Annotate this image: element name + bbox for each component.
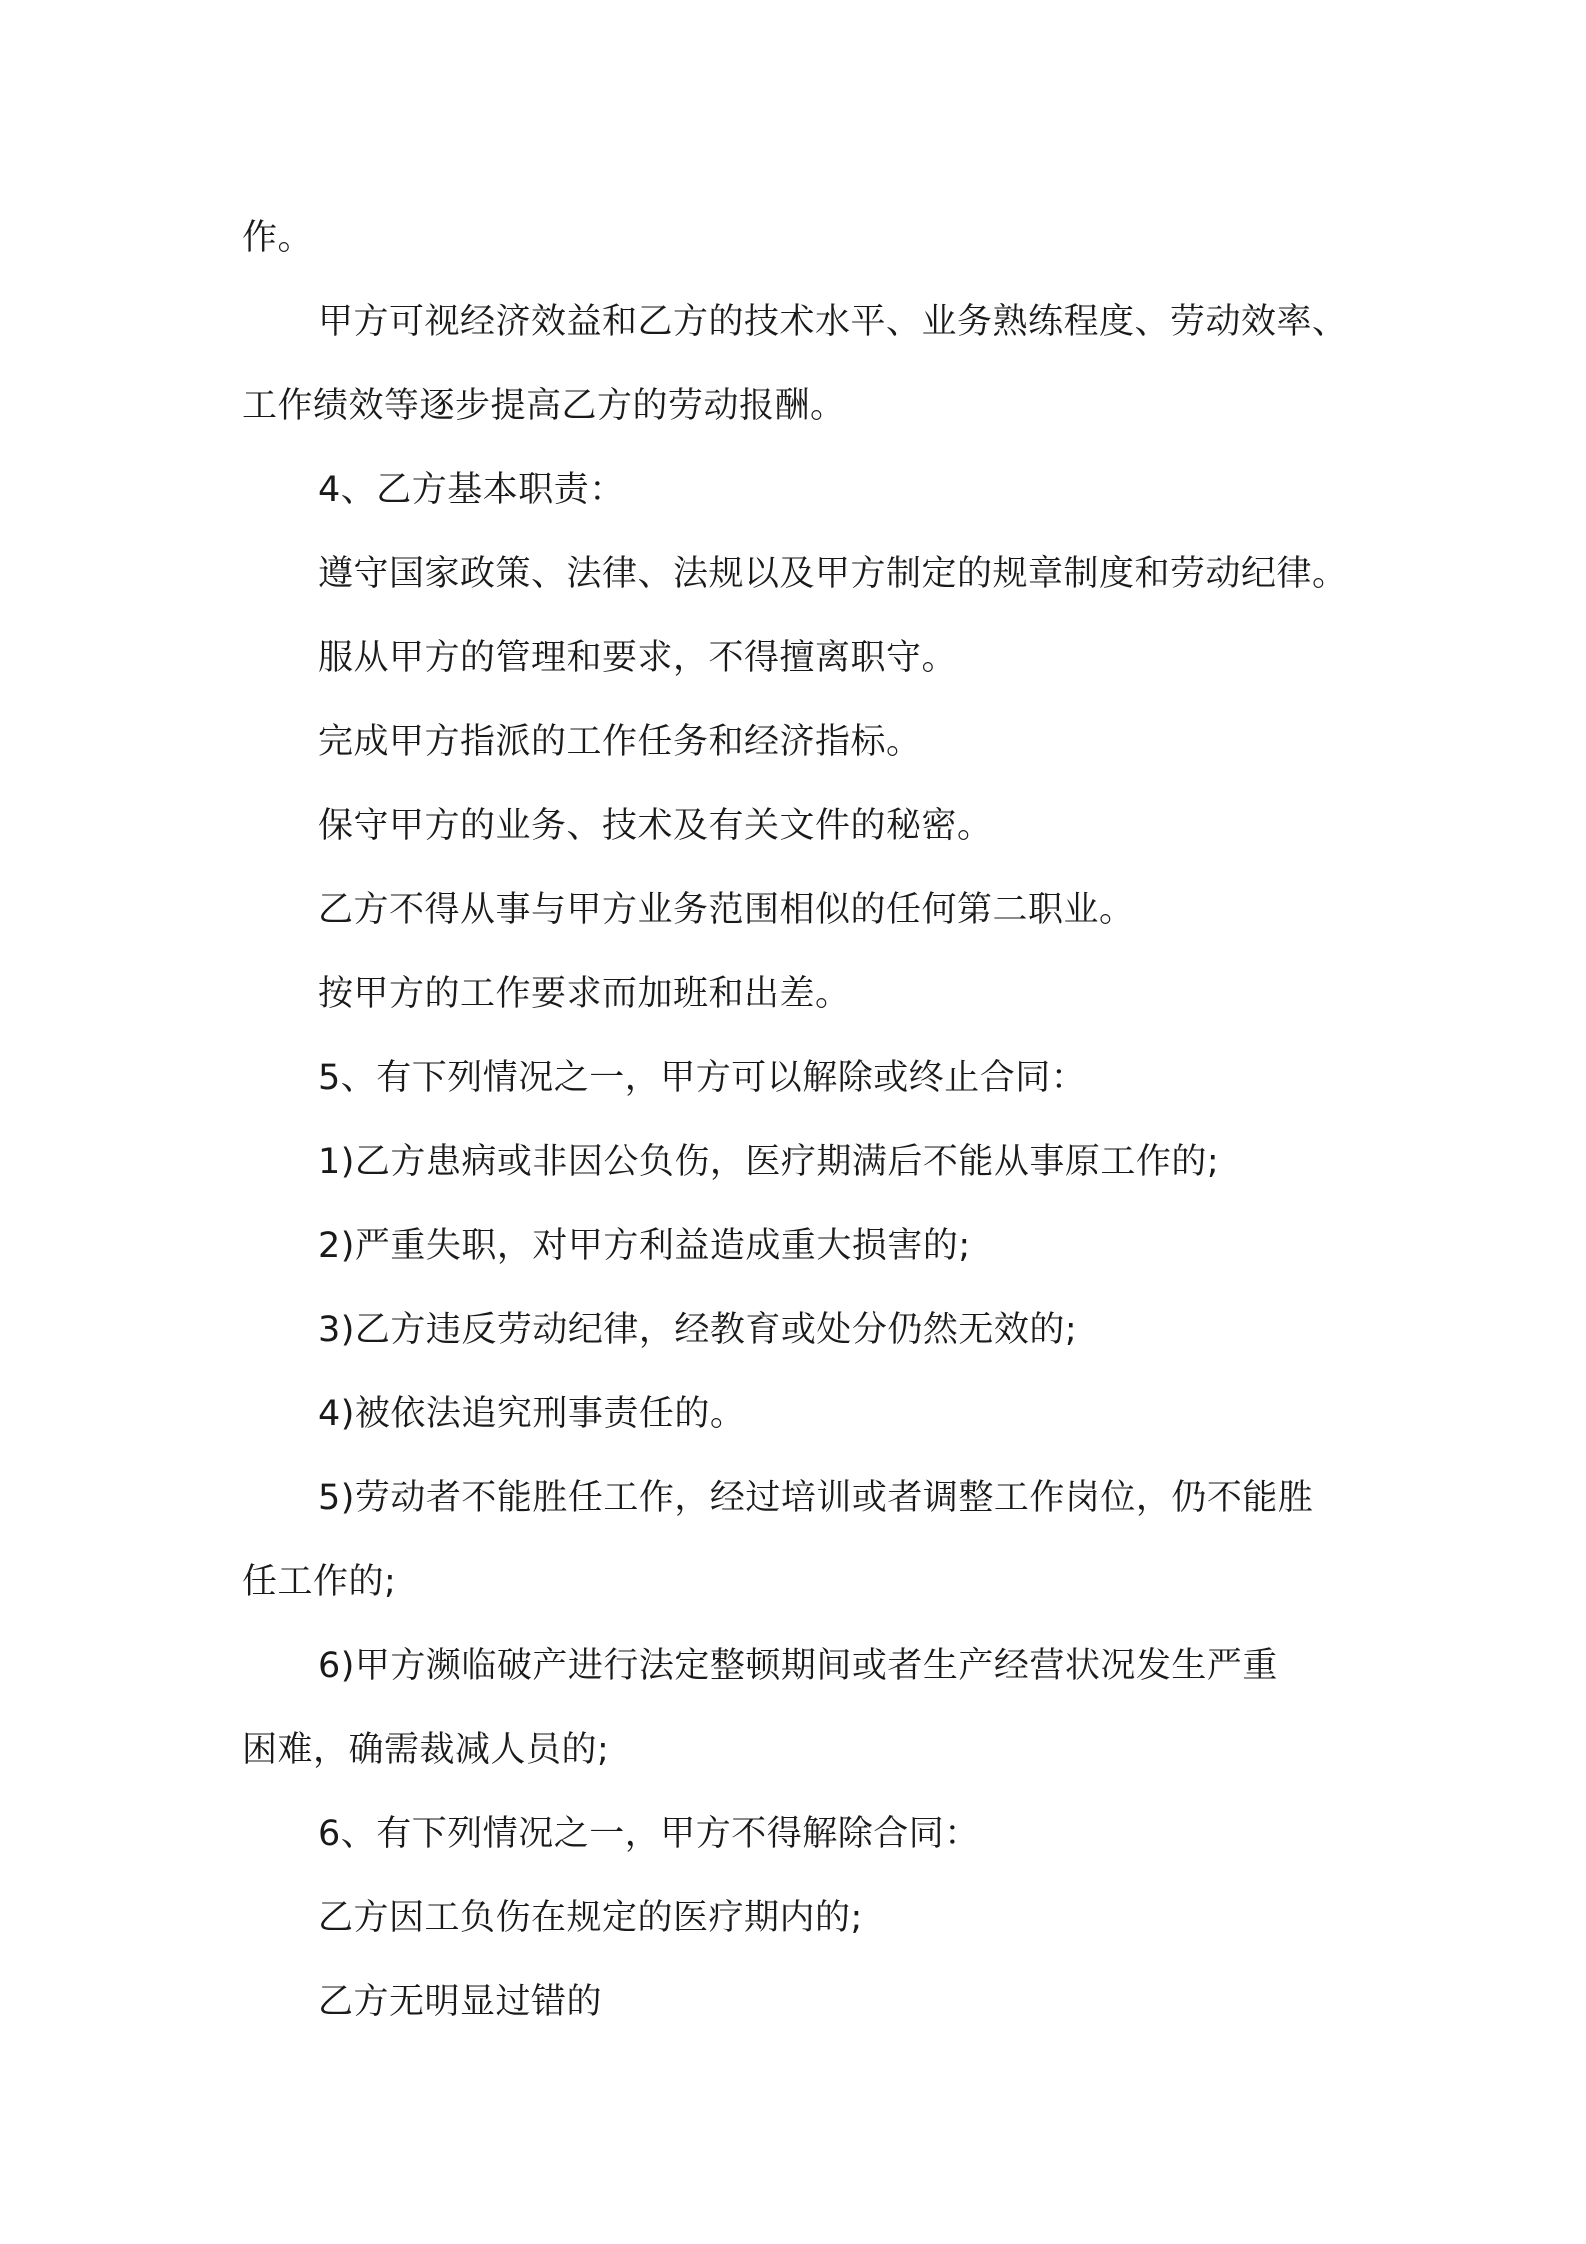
- list-item: 2)严重失职，对甲方利益造成重大损害的;: [318, 1226, 971, 1266]
- text-line: 乙方不得从事与甲方业务范围相似的任何第二职业。: [318, 890, 1135, 930]
- text-line: 工作绩效等逐步提高乙方的劳动报酬。: [242, 386, 846, 426]
- list-item-continuation: 任工作的;: [242, 1562, 397, 1602]
- text-line: 保守甲方的业务、技术及有关文件的秘密。: [318, 806, 993, 846]
- section-heading: 5、有下列情况之一，甲方可以解除或终止合同：: [318, 1058, 1087, 1098]
- section-heading: 6、有下列情况之一，甲方不得解除合同：: [318, 1814, 980, 1854]
- text-line: 按甲方的工作要求而加班和出差。: [318, 974, 851, 1014]
- text-line: 完成甲方指派的工作任务和经济指标。: [318, 722, 922, 762]
- list-item-continuation: 困难，确需裁减人员的;: [242, 1730, 610, 1770]
- text-line: 甲方可视经济效益和乙方的技术水平、业务熟练程度、劳动效率、: [318, 302, 1348, 342]
- text-line: 服从甲方的管理和要求，不得擅离职守。: [318, 638, 958, 678]
- list-item: 5)劳动者不能胜任工作，经过培训或者调整工作岗位，仍不能胜: [318, 1478, 1314, 1518]
- document-body: [242, 196, 1352, 2044]
- text-line: 乙方无明显过错的: [318, 1982, 603, 2022]
- list-item: 6)甲方濒临破产进行法定整顿期间或者生产经营状况发生严重: [318, 1646, 1278, 1686]
- list-item: 3)乙方违反劳动纪律，经教育或处分仍然无效的;: [318, 1310, 1078, 1350]
- text-line: 作。: [242, 218, 314, 258]
- list-item: 1)乙方患病或非因公负伤，医疗期满后不能从事原工作的;: [318, 1142, 1220, 1182]
- text-line: 遵守国家政策、法律、法规以及甲方制定的规章制度和劳动纪律。: [318, 554, 1348, 594]
- text-line: 乙方因工负伤在规定的医疗期内的;: [318, 1898, 863, 1938]
- section-heading: 4、乙方基本职责：: [318, 470, 625, 510]
- list-item: 4)被依法追究刑事责任的。: [318, 1394, 746, 1434]
